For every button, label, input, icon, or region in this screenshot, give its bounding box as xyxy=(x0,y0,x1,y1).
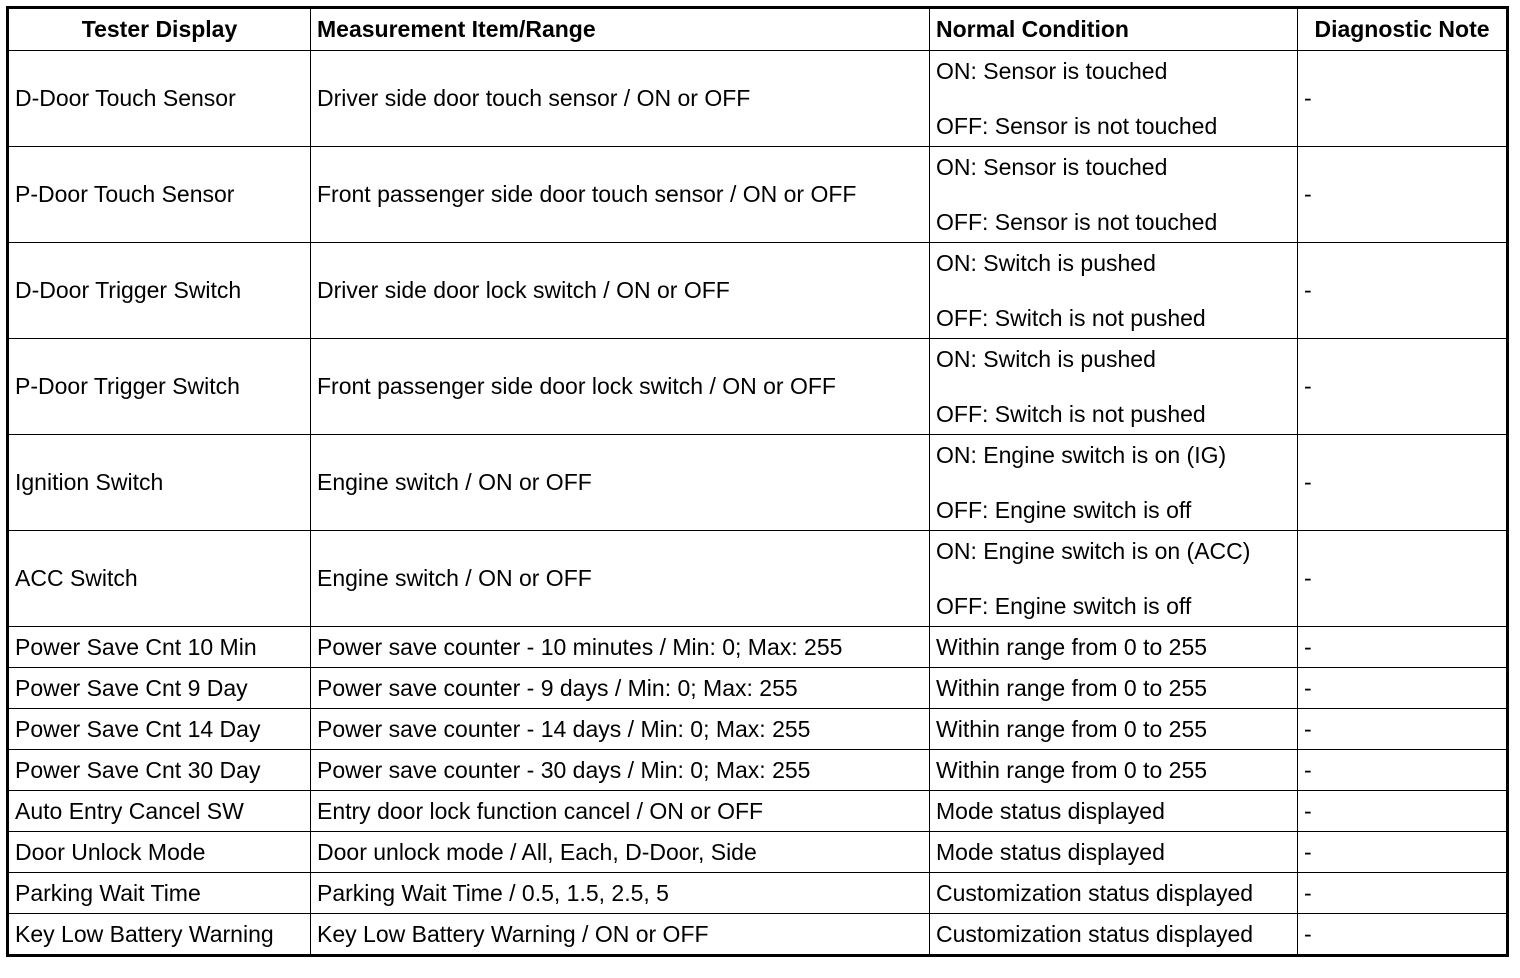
measurement-cell: Key Low Battery Warning / ON or OFF xyxy=(311,914,930,956)
measurement-cell: Front passenger side door touch sensor / ON or OFF xyxy=(311,147,930,243)
normal-condition-cell xyxy=(930,435,1298,531)
normal-condition-cell: Customization status displayed xyxy=(930,873,1298,914)
table-row xyxy=(8,627,1508,668)
diagnostic-note-cell: - xyxy=(1298,147,1508,243)
table-row xyxy=(8,791,1508,832)
diagnostic-note-cell: - xyxy=(1298,668,1508,709)
condition-off: OFF: Engine switch is off xyxy=(936,496,1192,523)
measurement-cell: Engine switch / ON or OFF xyxy=(311,435,930,531)
diagnostic-note-cell: - xyxy=(1298,243,1508,339)
diagnostic-note-cell: - xyxy=(1298,627,1508,668)
diagnostic-note-cell: - xyxy=(1298,873,1508,914)
condition-on: ON: Engine switch is on (ACC) xyxy=(936,537,1251,564)
condition-on: ON: Engine switch is on (IG) xyxy=(936,441,1227,468)
measurement-cell: Power save counter - 10 minutes / Min: 0; Max: 255 xyxy=(311,627,930,668)
table-row xyxy=(8,147,1508,243)
table-row xyxy=(8,435,1508,531)
header-measurement: Measurement Item/Range xyxy=(311,8,930,51)
diagnostic-note-cell: - xyxy=(1298,531,1508,627)
table-row xyxy=(8,873,1508,914)
diagnostic-note-cell: - xyxy=(1298,832,1508,873)
diagnostic-note-cell: - xyxy=(1298,914,1508,956)
tester-display-cell: Key Low Battery Warning xyxy=(8,914,311,956)
condition-off: OFF: Sensor is not touched xyxy=(936,208,1218,235)
condition-on: ON: Switch is pushed xyxy=(936,249,1156,276)
normal-condition-cell: Customization status displayed xyxy=(930,914,1298,956)
tester-display-cell: P-Door Touch Sensor xyxy=(8,147,311,243)
diagnostic-note-cell: - xyxy=(1298,709,1508,750)
measurement-cell: Door unlock mode / All, Each, D-Door, Side xyxy=(311,832,930,873)
table-row xyxy=(8,709,1508,750)
header-tester-display: Tester Display xyxy=(8,8,311,51)
measurement-cell: Front passenger side door lock switch / ON or OFF xyxy=(311,339,930,435)
table-row xyxy=(8,668,1508,709)
measurement-cell: Driver side door touch sensor / ON or OFF xyxy=(311,51,930,147)
normal-condition-cell xyxy=(930,531,1298,627)
normal-condition-cell xyxy=(930,51,1298,147)
header-diagnostic-note: Diagnostic Note xyxy=(1298,8,1508,51)
table-row xyxy=(8,531,1508,627)
diagnostic-note-cell: - xyxy=(1298,339,1508,435)
normal-condition-cell: Mode status displayed xyxy=(930,832,1298,873)
table-row xyxy=(8,339,1508,435)
tester-display-cell: Auto Entry Cancel SW xyxy=(8,791,311,832)
diagnostic-note-cell: - xyxy=(1298,750,1508,791)
condition-off: OFF: Switch is not pushed xyxy=(936,304,1206,331)
condition-off: OFF: Engine switch is off xyxy=(936,592,1192,619)
tester-display-cell: D-Door Trigger Switch xyxy=(8,243,311,339)
condition-on: ON: Sensor is touched xyxy=(936,153,1168,180)
normal-condition-cell: Within range from 0 to 255 xyxy=(930,668,1298,709)
tester-display-cell: Parking Wait Time xyxy=(8,873,311,914)
diagnostic-note-cell: - xyxy=(1298,791,1508,832)
measurement-cell: Entry door lock function cancel / ON or OFF xyxy=(311,791,930,832)
table-row xyxy=(8,750,1508,791)
condition-off: OFF: Sensor is not touched xyxy=(936,112,1218,139)
tester-display-cell: Power Save Cnt 30 Day xyxy=(8,750,311,791)
normal-condition-cell: Within range from 0 to 255 xyxy=(930,709,1298,750)
tester-display-cell: Door Unlock Mode xyxy=(8,832,311,873)
measurement-cell: Driver side door lock switch / ON or OFF xyxy=(311,243,930,339)
tester-display-cell: ACC Switch xyxy=(8,531,311,627)
normal-condition-cell xyxy=(930,243,1298,339)
table-row xyxy=(8,832,1508,873)
normal-condition-cell xyxy=(930,147,1298,243)
tester-display-cell: Power Save Cnt 14 Day xyxy=(8,709,311,750)
measurement-cell: Parking Wait Time / 0.5, 1.5, 2.5, 5 xyxy=(311,873,930,914)
diagnostic-note-cell: - xyxy=(1298,51,1508,147)
table-row xyxy=(8,914,1508,956)
normal-condition-cell: Within range from 0 to 255 xyxy=(930,627,1298,668)
measurement-cell: Power save counter - 9 days / Min: 0; Max: 255 xyxy=(311,668,930,709)
diagnostic-note-cell: - xyxy=(1298,435,1508,531)
table-row xyxy=(8,51,1508,147)
tester-display-cell: D-Door Touch Sensor xyxy=(8,51,311,147)
normal-condition-cell: Mode status displayed xyxy=(930,791,1298,832)
tester-display-cell: Power Save Cnt 9 Day xyxy=(8,668,311,709)
condition-on: ON: Switch is pushed xyxy=(936,345,1156,372)
tester-display-cell: Power Save Cnt 10 Min xyxy=(8,627,311,668)
diagnostic-data-table xyxy=(6,6,1509,957)
header-row xyxy=(8,8,1508,51)
table-row xyxy=(8,243,1508,339)
measurement-cell: Engine switch / ON or OFF xyxy=(311,531,930,627)
tester-display-cell: Ignition Switch xyxy=(8,435,311,531)
measurement-cell: Power save counter - 14 days / Min: 0; Max: 255 xyxy=(311,709,930,750)
measurement-cell: Power save counter - 30 days / Min: 0; Max: 255 xyxy=(311,750,930,791)
condition-on: ON: Sensor is touched xyxy=(936,57,1168,84)
normal-condition-cell xyxy=(930,339,1298,435)
condition-off: OFF: Switch is not pushed xyxy=(936,400,1206,427)
normal-condition-cell: Within range from 0 to 255 xyxy=(930,750,1298,791)
header-normal-condition: Normal Condition xyxy=(930,8,1298,51)
tester-display-cell: P-Door Trigger Switch xyxy=(8,339,311,435)
